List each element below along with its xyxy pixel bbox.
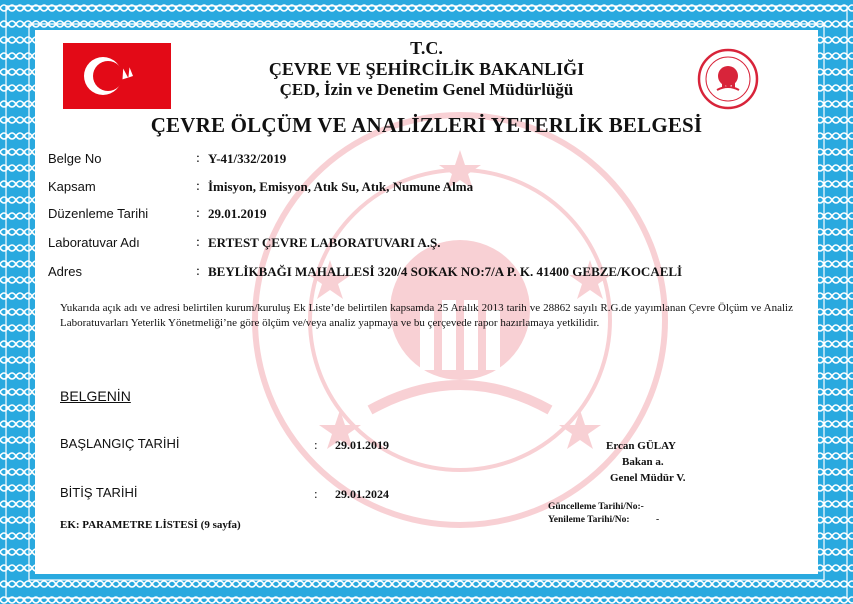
start-date-label: BAŞLANGIÇ TARİHİ [60,436,180,451]
field-colon: : [196,264,200,279]
annex-note: EK: PARAMETRE LİSTESİ (9 sayfa) [60,519,241,531]
update-date-line: Güncelleme Tarihi/No:- [548,502,644,512]
field-label: Kapsam [48,179,96,194]
header-tc: T.C. [410,38,443,58]
end-date-colon: : [314,486,318,501]
renew-date-line: Yenileme Tarihi/No: [548,515,630,525]
field-value: Y-41/332/2019 [208,151,287,166]
field-value: İmisyon, Emisyon, Atık Su, Atık, Numune Alma [208,179,474,194]
field-label: Adres [48,264,82,279]
certificate-title: ÇEVRE ÖLÇÜM VE ANALİZLERİ YETERLİK BELGESİ [150,113,703,137]
field-colon: : [196,206,200,221]
renew-date-value: - [656,515,660,525]
end-date-label: BİTİŞ TARİHİ [60,485,138,500]
field-label: Laboratuvar Adı [48,235,140,250]
field-label: Düzenleme Tarihi [48,206,149,221]
start-date-value: 29.01.2019 [335,438,389,452]
ministry-name: ÇEVRE VE ŞEHİRCİLİK BAKANLIĞI [268,59,585,79]
field-colon: : [196,179,200,194]
field-value: BEYLİKBAĞI MAHALLESİ 320/4 SOKAK NO:7/A P. K. 41400 GEBZE/KOCAELİ [208,264,683,279]
start-date-colon: : [314,437,318,452]
field-colon: : [196,151,200,166]
field-value: ERTEST ÇEVRE LABORATUVARI A.Ş. [208,235,441,250]
end-date-value: 29.01.2024 [335,487,389,501]
signatory-title-1: Bakan a. [622,456,664,468]
field-label: Belge No [48,151,102,166]
authorization-paragraph: Yukarıda açık adı ve adresi belirtilen kurum/kuruluş Ek Liste’de belirtilen kapsamda 25 Aralık 2013 tarih ve 28862 sayılı R.G.de yayımlanan Çevre Ölçüm ve Analiz Laboratuvarları Yeterlik Yönetmeliği’ne göre ölçüm ve/veya analiz yapmaya ve bu çerçevede rapor hazırlamaya yetkilidir. [60,302,793,329]
field-value: 29.01.2019 [208,206,267,221]
signatory-title-2: Genel Müdür V. [610,472,686,484]
field-colon: : [196,235,200,250]
signatory-name: Ercan GÜLAY [606,440,676,452]
directorate-name: ÇED, İzin ve Denetim Genel Müdürlüğü [279,80,574,99]
validity-heading: BELGENİN [60,388,131,404]
